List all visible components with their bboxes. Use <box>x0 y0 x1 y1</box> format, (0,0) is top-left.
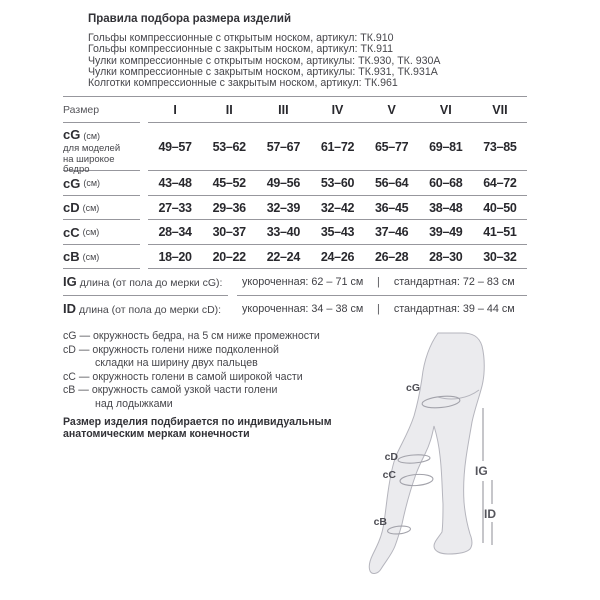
note-line: cB — окружность самой узкой части голени <box>63 384 278 397</box>
cd-figure-label: cD <box>384 451 398 463</box>
ig-figure-label: IG <box>475 464 488 478</box>
length-short: укороченная: 34 – 38 см <box>242 303 364 316</box>
row-values <box>148 220 527 245</box>
footnote-line: анатомическим меркам конечности <box>63 428 250 441</box>
table-cell: 56–64 <box>375 176 409 191</box>
row-values <box>148 245 527 270</box>
metric-code: cB <box>63 249 80 265</box>
table-cell: 36–45 <box>375 200 409 215</box>
row-label-cell <box>63 123 140 176</box>
length-section <box>63 269 527 322</box>
table-cell: 18–20 <box>158 249 192 264</box>
row-sublabel: бедро <box>63 164 90 176</box>
table-cell: 38–48 <box>429 200 463 215</box>
table-cell: 22–24 <box>266 249 300 264</box>
row-values <box>148 171 527 196</box>
length-standard: стандартная: 39 – 44 см <box>393 303 515 316</box>
note-line: cG — окружность бедра, на 5 см ниже промежности <box>63 330 320 343</box>
note-line: cC — окружность голени в самой широкой части <box>63 370 303 383</box>
note-line: над лодыжками <box>95 397 173 410</box>
rule-gap <box>140 245 148 270</box>
metric-code: cG <box>63 127 81 143</box>
table-cell: 32–42 <box>320 200 355 215</box>
size-header-cell <box>63 97 140 123</box>
article-line: Колготки компрессионные с закрытым носком, артикул: ТК.961 <box>88 77 398 90</box>
rule-gap <box>140 171 148 196</box>
table-cell: 37–46 <box>375 225 409 240</box>
length-values <box>237 276 527 288</box>
table-cell: 41–51 <box>483 225 517 240</box>
column-header: IV <box>331 102 344 117</box>
article-line: Гольфы компрессионные с открытым носком, артикул: ТК.910 <box>88 32 394 44</box>
table-row-cg-wide <box>63 123 527 176</box>
length-divider: | <box>377 276 380 289</box>
table-cell: 49–56 <box>266 176 300 191</box>
table-cell: 53–60 <box>320 176 355 191</box>
column-header: II <box>225 102 233 117</box>
article-line: Гольфы компрессионные с закрытым носком, артикул: ТК.911 <box>88 43 394 56</box>
row-label-cell <box>63 220 140 245</box>
size-columns <box>148 97 527 123</box>
length-key: IG <box>63 274 77 290</box>
length-row-ig <box>63 269 527 295</box>
size-table <box>63 96 527 269</box>
table-cell: 61–72 <box>320 139 355 154</box>
table-cell: 39–49 <box>429 225 463 240</box>
table-cell: 64–72 <box>483 176 517 191</box>
table-cell: 57–67 <box>266 139 300 154</box>
table-cell: 27–33 <box>158 200 192 215</box>
size-label: Размер <box>63 103 100 116</box>
length-label <box>63 300 228 318</box>
length-standard: стандартная: 72 – 83 см <box>393 276 515 289</box>
length-row-id <box>63 296 527 322</box>
article-line: Чулки компрессионные с закрытым носком, артикулы: ТК.931, ТК.931А <box>88 65 438 78</box>
cb-figure-label: cB <box>373 516 387 528</box>
column-header: VI <box>439 102 452 117</box>
rule-gap <box>140 196 148 221</box>
table-cell: 29–36 <box>212 200 246 215</box>
legs-diagram <box>330 330 540 600</box>
note-line: складки на ширину двух пальцев <box>95 357 258 370</box>
length-divider: | <box>377 303 380 316</box>
table-cell: 30–37 <box>212 225 246 240</box>
size-table-header-row <box>63 97 527 123</box>
note-line: cD — окружность голени ниже подколенной <box>63 343 279 356</box>
table-cell: 69–81 <box>429 139 463 154</box>
row-label-cell <box>63 196 140 221</box>
cc-figure-label: cC <box>382 469 396 481</box>
table-cell: 20–22 <box>212 249 246 264</box>
id-figure-label: ID <box>484 507 496 521</box>
row-values <box>148 196 527 221</box>
column-header: III <box>278 102 289 117</box>
footnote-line: Размер изделия подбирается по индивидуальным <box>63 415 332 428</box>
table-cell: 60–68 <box>429 176 463 191</box>
metric-code: cG <box>63 175 81 191</box>
table-cell: 40–50 <box>483 200 517 215</box>
column-header: V <box>387 102 396 117</box>
metric-unit: (см) <box>82 251 100 262</box>
metric-code: cD <box>63 200 80 216</box>
row-label-cell <box>63 245 140 270</box>
row-sublabel: на широкое <box>63 153 115 165</box>
length-desc: длина (от пола до мерки cD): <box>79 304 222 317</box>
table-cell: 35–43 <box>320 225 355 240</box>
length-desc: длина (от пола до мерки cG): <box>79 277 223 290</box>
cg-figure-label: cG <box>405 382 420 394</box>
intro-block <box>88 13 527 89</box>
table-cell: 24–26 <box>320 249 355 264</box>
table-row-cd <box>63 196 527 221</box>
rule-gap <box>140 220 148 245</box>
row-label-cell <box>63 171 140 196</box>
length-values <box>237 303 527 315</box>
metric-unit: (см) <box>82 227 100 238</box>
length-key: ID <box>63 301 76 317</box>
metric-unit: (см) <box>83 131 101 142</box>
table-cell: 49–57 <box>158 139 192 154</box>
table-cell: 28–34 <box>158 225 192 240</box>
table-cell: 73–85 <box>483 139 517 154</box>
length-separator <box>63 295 527 296</box>
rule-gap <box>140 97 148 123</box>
row-sublabel: для моделей <box>63 143 121 155</box>
metric-code: cC <box>63 224 80 240</box>
length-short: укороченная: 62 – 71 см <box>242 276 364 289</box>
article-line: Чулки компрессионные с открытым носком, артикулы: ТК.930, ТК. 930А <box>88 54 441 67</box>
table-cell: 28–30 <box>429 249 463 264</box>
table-cell: 53–62 <box>212 139 246 154</box>
metric-unit: (см) <box>83 178 101 189</box>
column-header: VII <box>492 102 508 117</box>
table-cell: 43–48 <box>158 176 192 191</box>
table-cell: 33–40 <box>266 225 300 240</box>
table-cell: 26–28 <box>375 249 409 264</box>
table-cell: 65–77 <box>375 139 409 154</box>
table-row-cc <box>63 220 527 245</box>
page-title: Правила подбора размера изделий <box>88 13 292 25</box>
rule-gap <box>140 123 148 171</box>
table-cell: 45–52 <box>212 176 246 191</box>
table-cell: 30–32 <box>483 249 517 264</box>
length-label <box>63 273 228 291</box>
metric-unit: (см) <box>82 202 100 213</box>
table-cell: 32–39 <box>266 200 300 215</box>
column-header: I <box>173 102 177 117</box>
row-values <box>148 123 527 171</box>
table-row-cg <box>63 171 527 196</box>
table-row-cb <box>63 245 527 270</box>
